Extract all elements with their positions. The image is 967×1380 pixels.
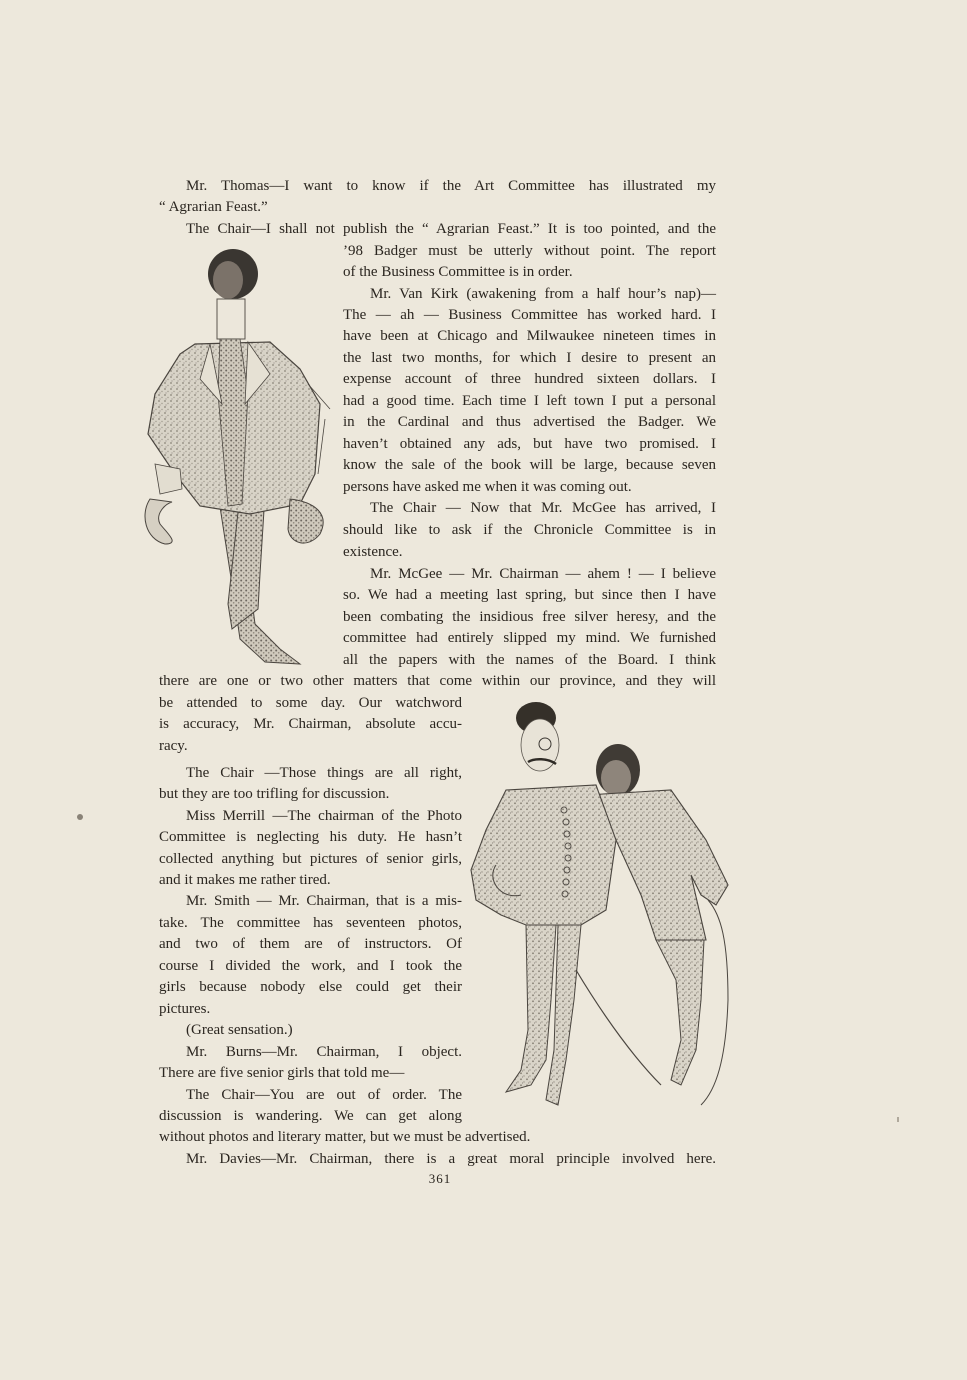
text-line: without photos and literary matter, but we must be advertised. (159, 1129, 531, 1145)
text-line: The — ah — Business Committee has worked hard. I (343, 307, 716, 323)
illustration-man-in-coat (140, 244, 340, 668)
text-line: in the Cardinal and thus advertised the Badger. We (343, 414, 716, 430)
text-line: is accuracy, Mr. Chairman, absolute accu- (159, 716, 462, 732)
text-line: had a good time. Each time I left town I put a personal (343, 393, 716, 409)
margin-mark (897, 1117, 899, 1122)
text-line: “ Agrarian Feast.” (159, 199, 268, 215)
text-line: been combating the insidious free silver heresy, and the (343, 609, 716, 625)
text-line: collected anything but pictures of senior girls, (159, 851, 462, 867)
text-line: Mr. McGee — Mr. Chairman — ahem ! — I believe (370, 566, 716, 582)
text-line: haven’t obtained any ads, but have two promised. I (343, 436, 716, 452)
illustration-two-men-in-uniforms (466, 700, 734, 1120)
text-line: There are five senior girls that told me— (159, 1065, 405, 1081)
text-line: there are one or two other matters that come within our province, and they will (159, 673, 716, 689)
text-line: Miss Merrill —The chairman of the Photo (186, 808, 462, 824)
text-line: The Chair—I shall not publish the “ Agrarian Feast.” It is too pointed, and the (186, 221, 716, 237)
text-line: course I divided the work, and I took the (159, 958, 462, 974)
text-line: the last two months, for which I desire to present an (343, 350, 716, 366)
text-line: so. We had a meeting last spring, but since then I have (343, 587, 716, 603)
text-line: Mr. Davies—Mr. Chairman, there is a great moral principle involved here. (186, 1151, 716, 1167)
text-line: ’98 Badger must be utterly without point. The report (343, 243, 716, 259)
text-line: Mr. Burns—Mr. Chairman, I object. (186, 1044, 462, 1060)
text-line: be attended to some day. Our watchword (159, 695, 462, 711)
text-line: discussion is wandering. We can get along (159, 1108, 462, 1124)
text-line: know the sale of the book will be large, because seven (343, 457, 716, 473)
text-line: of the Business Committee is in order. (343, 264, 573, 280)
text-line: should like to ask if the Chronicle Committee is in (343, 522, 716, 538)
text-line: Mr. Van Kirk (awakening from a half hour’s nap)— (370, 286, 716, 302)
text-line: The Chair — Now that Mr. McGee has arrived, I (370, 500, 716, 516)
text-line: all the papers with the names of the Board. I think (343, 652, 716, 668)
text-line: persons have asked me when it was coming out. (343, 479, 632, 495)
text-line: have been at Chicago and Milwaukee nineteen times in (343, 328, 716, 344)
text-line: Mr. Thomas—I want to know if the Art Committee has illustrated my (186, 178, 716, 194)
text-line: committee had entirely slipped my mind. We furnished (343, 630, 716, 646)
page-number: 361 (428, 1171, 452, 1186)
text-line: racy. (159, 738, 188, 754)
text-line: (Great sensation.) (186, 1022, 293, 1038)
margin-speck (77, 814, 83, 820)
text-line: but they are too trifling for discussion. (159, 786, 390, 802)
text-line: Committee is neglecting his duty. He hasn’t (159, 829, 462, 845)
text-line: The Chair—You are out of order. The (186, 1087, 462, 1103)
text-line: take. The committee has seventeen photos, (159, 915, 462, 931)
text-line: The Chair —Those things are all right, (186, 765, 462, 781)
text-line: and it makes me rather tired. (159, 872, 331, 888)
text-line: existence. (343, 544, 403, 560)
text-line: and two of them are of instructors. Of (159, 936, 462, 952)
text-line: Mr. Smith — Mr. Chairman, that is a mis- (186, 893, 462, 909)
text-line: pictures. (159, 1001, 211, 1017)
text-line: expense account of three hundred sixteen dollars. I (343, 371, 716, 387)
text-line: girls because nobody else could get their (159, 979, 462, 995)
